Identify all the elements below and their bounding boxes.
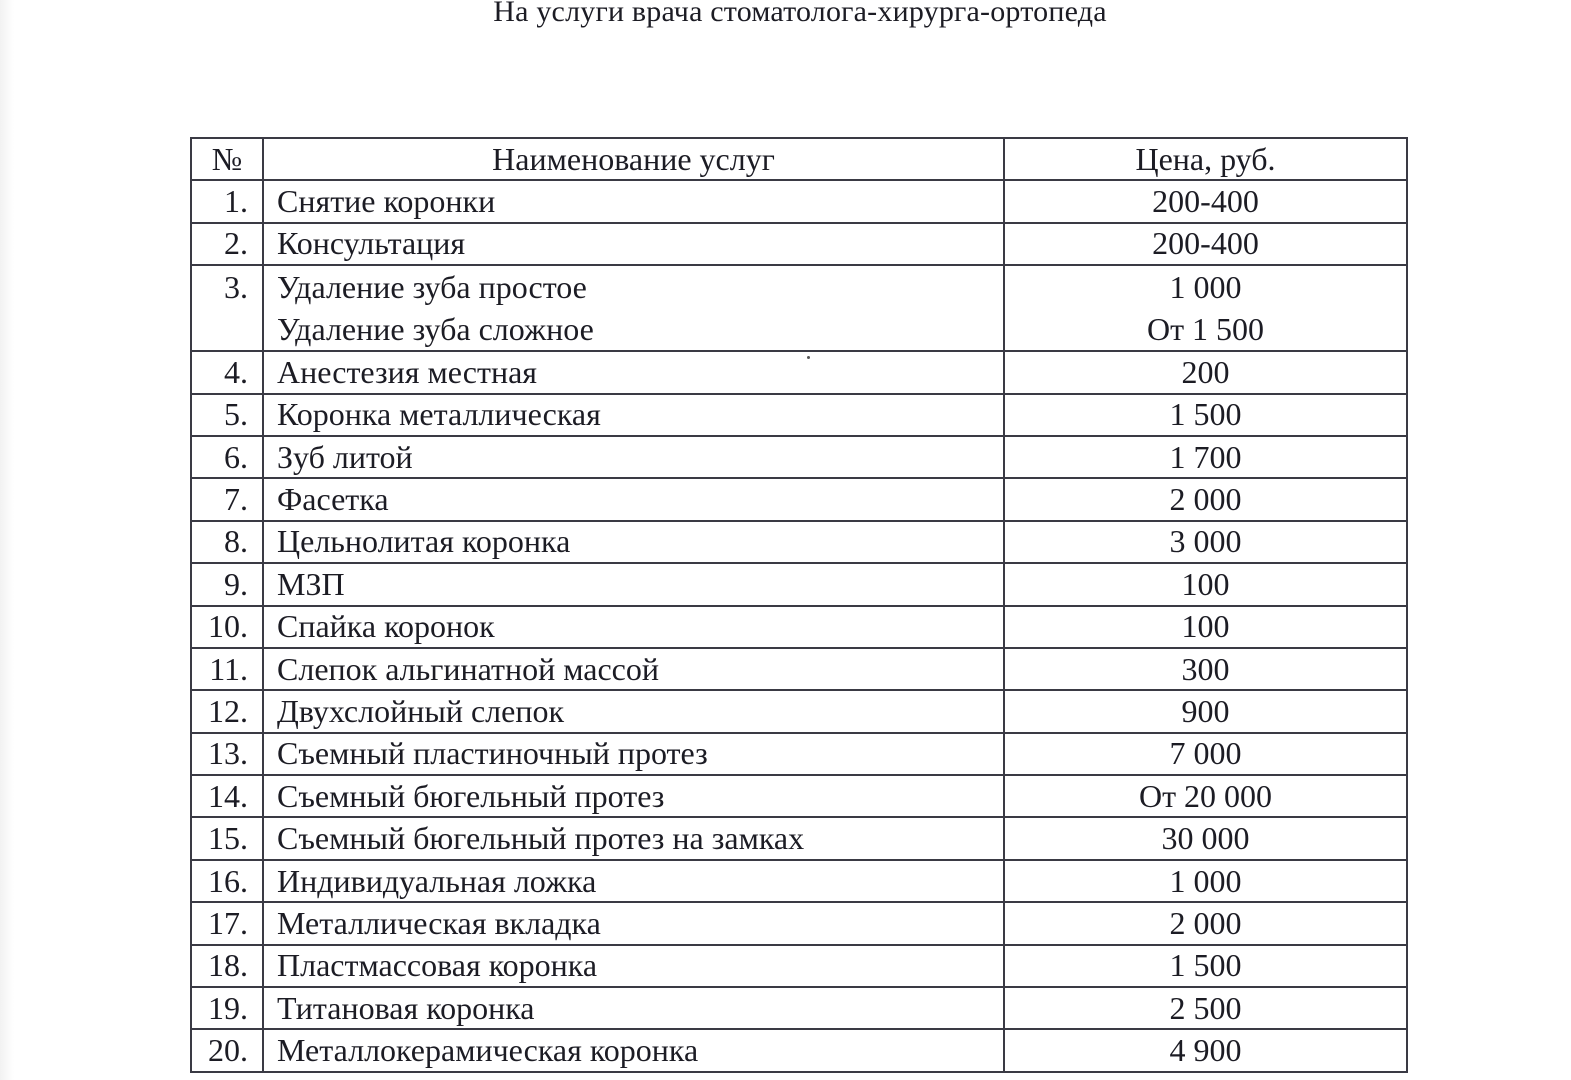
service-name: Двухслойный слепок bbox=[263, 690, 1004, 732]
table-row bbox=[191, 648, 1407, 690]
service-price: 3 000 bbox=[1004, 521, 1407, 563]
service-name: Спайка коронок bbox=[263, 606, 1004, 648]
row-number: 9. bbox=[191, 563, 263, 605]
table-row bbox=[191, 733, 1407, 775]
service-name: Слепок альгинатной массой bbox=[263, 648, 1004, 690]
service-price: 200-400 bbox=[1004, 180, 1407, 222]
row-number: 13. bbox=[191, 733, 263, 775]
header-service-name: Наименование услуг bbox=[263, 138, 1004, 180]
service-name: Фасетка bbox=[263, 478, 1004, 520]
service-name: Металлокерамическая коронка bbox=[263, 1029, 1004, 1071]
service-price: 1 500 bbox=[1004, 945, 1407, 987]
row-number: 14. bbox=[191, 775, 263, 817]
table-row bbox=[191, 478, 1407, 520]
row-number: 15. bbox=[191, 817, 263, 859]
service-name: Анестезия местная bbox=[263, 351, 1004, 393]
table-row bbox=[191, 265, 1407, 351]
service-name: Металлическая вкладка bbox=[263, 902, 1004, 944]
table-row bbox=[191, 436, 1407, 478]
row-number: 20. bbox=[191, 1029, 263, 1071]
table-row bbox=[191, 351, 1407, 393]
table-row bbox=[191, 394, 1407, 436]
row-number: 5. bbox=[191, 394, 263, 436]
table-row bbox=[191, 1029, 1407, 1071]
service-price: 100 bbox=[1004, 563, 1407, 605]
row-number-cell bbox=[191, 265, 263, 351]
service-name: Консультация bbox=[263, 223, 1004, 265]
table-row bbox=[191, 180, 1407, 222]
table-row bbox=[191, 945, 1407, 987]
table-row bbox=[191, 902, 1407, 944]
service-price: 100 bbox=[1004, 606, 1407, 648]
table-row bbox=[191, 521, 1407, 563]
service-price: 2 500 bbox=[1004, 987, 1407, 1029]
service-name: Титановая коронка bbox=[263, 987, 1004, 1029]
row-number: 8. bbox=[191, 521, 263, 563]
service-name: Снятие коронки bbox=[263, 180, 1004, 222]
row-number: 2. bbox=[191, 223, 263, 265]
service-name: Удаление зуба простое bbox=[277, 269, 587, 306]
service-name: Зуб литой bbox=[263, 436, 1004, 478]
service-name: Съемный пластиночный протез bbox=[263, 733, 1004, 775]
service-price: 1 500 bbox=[1004, 394, 1407, 436]
row-number: 17. bbox=[191, 902, 263, 944]
row-number: 19. bbox=[191, 987, 263, 1029]
service-price: 2 000 bbox=[1004, 478, 1407, 520]
service-name: Пластмассовая коронка bbox=[263, 945, 1004, 987]
service-price: 1 700 bbox=[1004, 436, 1407, 478]
service-price-cell bbox=[1004, 265, 1407, 351]
service-name: Съемный бюгельный протез bbox=[263, 775, 1004, 817]
service-price: 300 bbox=[1004, 648, 1407, 690]
service-name: Коронка металлическая bbox=[263, 394, 1004, 436]
row-number: 7. bbox=[191, 478, 263, 520]
service-name: Съемный бюгельный протез на замках bbox=[263, 817, 1004, 859]
table-row bbox=[191, 606, 1407, 648]
row-number: 1. bbox=[191, 180, 263, 222]
service-name-cell bbox=[263, 265, 1004, 351]
table-row bbox=[191, 860, 1407, 902]
scan-edge-shadow bbox=[0, 0, 14, 1080]
service-name-secondary: Удаление зуба сложное bbox=[277, 311, 594, 348]
table-row bbox=[191, 987, 1407, 1029]
header-price: Цена, руб. bbox=[1004, 138, 1407, 180]
service-price: 30 000 bbox=[1004, 817, 1407, 859]
row-number: 3. bbox=[224, 269, 248, 306]
service-price: 900 bbox=[1004, 690, 1407, 732]
service-price: 200 bbox=[1004, 351, 1407, 393]
service-name: Индивидуальная ложка bbox=[263, 860, 1004, 902]
row-number: 16. bbox=[191, 860, 263, 902]
document-title: На услуги врача стоматолога-хирурга-ортопеда bbox=[493, 0, 1107, 28]
row-number: 11. bbox=[191, 648, 263, 690]
table-row bbox=[191, 690, 1407, 732]
table-row bbox=[191, 817, 1407, 859]
row-number: 4. bbox=[191, 351, 263, 393]
table-row bbox=[191, 563, 1407, 605]
row-number: 6. bbox=[191, 436, 263, 478]
service-price: 2 000 bbox=[1004, 902, 1407, 944]
service-price: 200-400 bbox=[1004, 223, 1407, 265]
table-row bbox=[191, 223, 1407, 265]
price-list-table bbox=[190, 137, 1408, 1073]
service-price: От 20 000 bbox=[1004, 775, 1407, 817]
row-number: 18. bbox=[191, 945, 263, 987]
row-number: 12. bbox=[191, 690, 263, 732]
service-name: Цельнолитая коронка bbox=[263, 521, 1004, 563]
table-row bbox=[191, 775, 1407, 817]
service-price: 7 000 bbox=[1004, 733, 1407, 775]
row-number: 10. bbox=[191, 606, 263, 648]
service-price-secondary: От 1 500 bbox=[1146, 311, 1265, 348]
service-price: 4 900 bbox=[1004, 1029, 1407, 1071]
header-number: № bbox=[191, 138, 263, 180]
table-header-row bbox=[191, 138, 1407, 180]
service-name: МЗП bbox=[263, 563, 1004, 605]
service-price: 1 000 bbox=[1169, 269, 1242, 306]
service-price: 1 000 bbox=[1004, 860, 1407, 902]
